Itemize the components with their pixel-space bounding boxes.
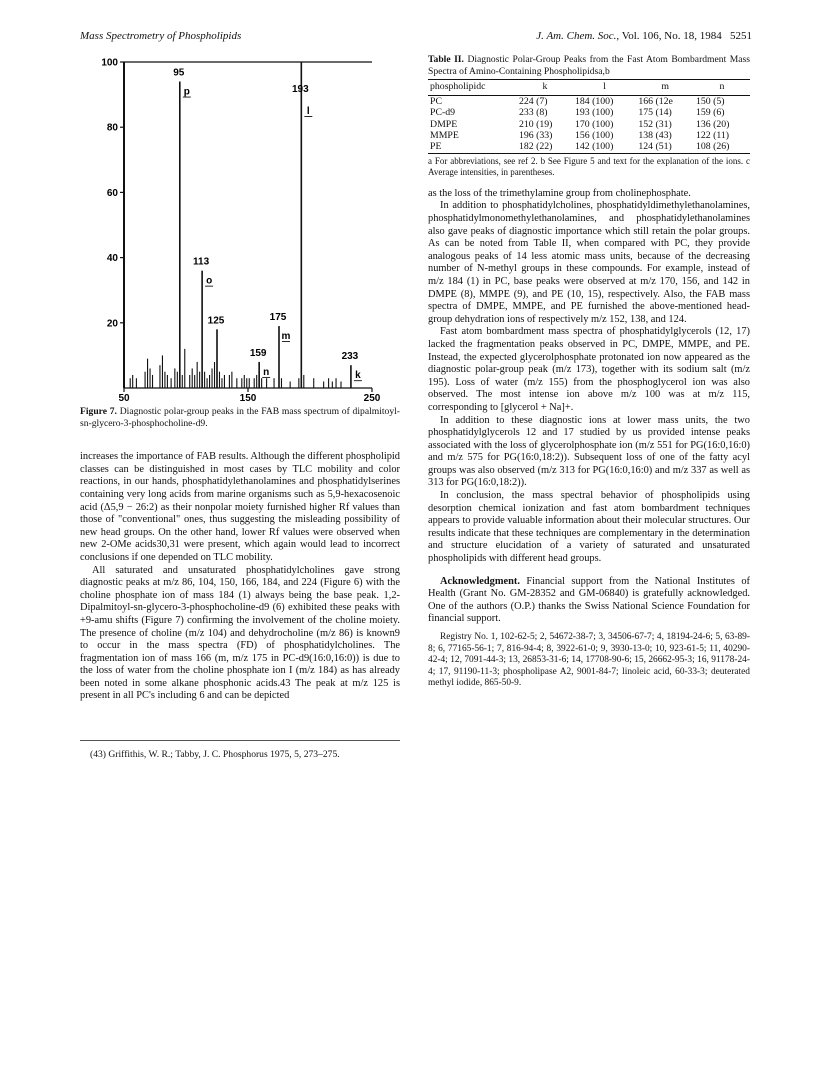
table-cell: 166 (12e: [638, 95, 673, 107]
peak-ion-label: m: [281, 331, 291, 343]
volume-issue: , Vol. 106, No. 18, 1984: [616, 30, 722, 42]
table-header-cell: k: [542, 81, 548, 93]
y-tick-label: 100: [101, 57, 118, 69]
table-cell: 152 (31): [638, 118, 672, 130]
table-row: [428, 130, 750, 141]
table-cell: 233 (8): [518, 107, 548, 119]
right-paragraph-4: In conclusion, the mass spectral behavior of phospholipids using desorption chemical ionization and fast atom bombardment techniques appears to provide valuable information about their molecular structures. Our results indicate that these techniques are complementary in the determination and structure elucidation of a variety of saturated and unsaturated phospholipids with different head groups.: [428, 490, 751, 565]
table-cell: 138 (43): [638, 130, 672, 141]
table-header-row: [428, 80, 750, 96]
table-cell: 124 (51): [638, 141, 672, 153]
peak-ion-label: o: [206, 275, 213, 287]
acknowledgment-label: Acknowledgment.: [440, 575, 520, 587]
table-row: [428, 119, 750, 130]
table-cell: 170 (100): [574, 118, 614, 130]
table-cell: 182 (22): [518, 141, 553, 153]
left-paragraph-1: increases the importance of FAB results. Although the different phospholipid classes can be distinguished in most cases by TLC mobility and color reactions, in our hands, phosphatidylethanolamines and phosphatidylserines containing very long acids from marine organisms such as 5,9-hexacosenoic acid (Δ5,9 − 26:2) as their nonpolar moiety furnished higher Rf values than those of "conventional" ones, thus suggesting the misleading possibility of new head groups. On the other hand, lower Rf values were observed when new 2-OMe acids30,31 were present, which again would lead to incorrect conclusions if one depended on TLC mobility.: [80, 451, 400, 563]
footnote-43: (43) Griffithis, W. R.; Tabby, J. C. Phosphorus 1975, 5, 273–275.: [80, 740, 400, 760]
peak-mz-label: 193: [291, 84, 309, 95]
x-tick-label: 250: [363, 393, 381, 402]
table-cell: 210 (19): [518, 118, 553, 130]
table-cell: 184 (100): [574, 95, 614, 107]
peak-ion-label: n: [263, 366, 270, 378]
running-head-left: Mass Spectrometry of Phospholipids: [80, 30, 242, 42]
table-cell: MMPE: [430, 130, 459, 141]
table-header-cell: n: [719, 81, 725, 93]
peak-ion-label: k: [355, 370, 361, 382]
table-header-cell: l: [603, 81, 606, 93]
table-cell: 108 (26): [695, 141, 730, 153]
table-cell: 136 (20): [695, 118, 730, 130]
table-cell: 122 (11): [695, 130, 730, 141]
figure-caption: [80, 406, 400, 429]
peak-mz-label: 113: [193, 256, 210, 268]
peak-mz-label: 95: [173, 67, 185, 79]
table-row: [428, 95, 750, 107]
table-header-cell: phospholipidc: [430, 81, 486, 93]
peak-mz-label: 159: [249, 347, 267, 359]
peak-ion-label: p: [183, 86, 190, 98]
table-row: [428, 107, 750, 118]
table-title-text: Diagnostic Polar-Group Peaks from the Fast Atom Bombardment Mass Spectra of Amino-Containing Phospholipidsa,b: [428, 54, 750, 77]
table-cell: 224 (7): [518, 95, 548, 107]
peak-mz-label: 125: [207, 315, 225, 327]
table-cell: 156 (100): [574, 130, 614, 141]
left-column: [80, 54, 400, 703]
table-cell: 150 (5): [695, 95, 725, 107]
right-paragraph-3: In addition to these diagnostic ions at lower mass units, the two phosphatidylglycerols 12 and 17 studied by us provided intense peaks associated with the loss of glycerolphosphate ion (m/z 551 for PG(16:0,16:0) and m/z 575 for PG(16:0,18:2)). Subsequent loss of one of the fatty acyl groups was also observed (m/z 313 for PG(16:0,16:0) and m/z 337 as well as 313 for PG(16:0,18:2)).: [428, 414, 750, 489]
registry-numbers: Registry No. 1, 102-62-5; 2, 54672-38-7; 3, 34506-67-7; 4, 18194-24-6; 5, 63-89-8; 6, 77165-56-1; 7, 816-94-4; 8, 3922-61-0; 9, 3930-13-0; 10, 923-61-5; 11, 40290-42-4; 12, 7091-44-3; 13, 26853-31-6; 14, 17708-90-6; 15, 26662-95-3; 16, 91178-24-4; 17, 91190-11-3; phospholipase A2, 9001-84-7; linoleic acid, 60-33-3; deuterated methyl iodide, 865-50-9.: [428, 632, 750, 689]
x-tick-label: 150: [239, 393, 257, 402]
table-title: [428, 54, 750, 77]
table-cell: 196 (33): [518, 130, 553, 141]
figure-caption-text: Diagnostic polar-group peaks in the FAB mass spectrum of dipalmitoyl-sn-glycero-3-phosphocholine-d9.: [80, 406, 400, 429]
running-head-right: [536, 30, 752, 42]
page-number: 5251: [730, 30, 752, 42]
table-cell: 142 (100): [574, 141, 614, 153]
figure-caption-label: Figure 7.: [80, 406, 117, 417]
table-footnotes: a For abbreviations, see ref 2. b See Figure 5 and text for the explanation of the ions. c Average intensities, in parentheses.: [428, 155, 750, 177]
table-cell: PE: [430, 141, 442, 153]
y-tick-label: 80: [106, 122, 118, 134]
table-title-label: Table II.: [428, 54, 464, 65]
table-cell: 159 (6): [695, 107, 725, 119]
x-tick-label: 50: [118, 393, 130, 402]
table-cell: DMPE: [430, 118, 458, 130]
right-column: [428, 54, 750, 690]
acknowledgment: [428, 576, 750, 626]
y-tick-label: 40: [106, 253, 118, 265]
table-cell: 193 (100): [574, 107, 614, 119]
peak-ion-label: l: [306, 106, 310, 117]
table-cell: 175 (14): [638, 107, 672, 119]
left-paragraph-2: All saturated and unsaturated phosphatidylcholines gave strong diagnostic peaks at m/z 86, 104, 150, 166, 184, and 224 (Figure 6) with the choline phosphate ion of mass 184 (1) always being the base peak. 1,2-Dipalmitoyl-sn-glycero-3-phosphocholine-d9 (6) exhibited these peaks with +9-amu shifts (Figure 7) confirming the involvement of the choline moiety. The presence of choline (m/z 104) and dehydrocholine (m/z 86) is known9 to occur in the mass spectra (FD) of phosphatidylcholines. The fragmentation ion of mass 166 (m, m/z 175 in PC-d9(16:0,16:0)) is due to the loss of water from the choline phosphate ion I (m/z 184) as has already been noted in some alkane phosphonic acids.43 The peak at m/z 125 is present in all PC's including 6 and can be depicted: [80, 564, 400, 702]
table-cell: PC: [430, 95, 442, 107]
peak-mz-label: 175: [269, 312, 287, 324]
right-paragraph-0: as the loss of the trimethylamine group from cholinephosphate.: [428, 187, 691, 199]
mass-spectrum-chart: [80, 54, 400, 402]
right-paragraph-1: In addition to phosphatidylcholines, phosphatidyldimethylethanolamines, phosphatidylmonomethylethanolamines, and phosphatidylethanolamines also gave peaks of diagnostic importance which still retain the polar groups. As can be noted from Table II, when compared with PC, they provide analogous peaks of 14 less atomic mass units, because of the decreasing number of N-methyl groups in these compounds. For example, instead of m/z 184 (1) in PC, base peaks were observed at m/z 170, 156, and 142 in DMPE (8), MMPE (9), and PE (10, 15), respectively. Also, the FAB mass spectra of DMPE, MMPE, and PE furnished the above-mentioned head-group dehydration ions of respectively m/z 152, 138, and 124.: [428, 200, 750, 325]
journal-name: J. Am. Chem. Soc.: [536, 30, 617, 42]
table-cell: PC-d9: [430, 107, 456, 119]
table-header-cell: m: [661, 81, 669, 93]
table-2: [428, 79, 750, 154]
acknowledgment-text: Financial support from the National Institutes of Health (Grant No. GM-28352 and GM-06840) is gratefully acknowledged. One of the authors (O.P.) thanks the Swiss National Science Foundation for financial support.: [428, 575, 750, 625]
y-tick-label: 60: [106, 187, 118, 199]
figure-7: [80, 54, 400, 402]
peak-mz-label: 233: [341, 351, 359, 363]
table-row: [428, 141, 750, 153]
y-tick-label: 20: [106, 318, 118, 330]
right-paragraph-2: Fast atom bombardment mass spectra of phosphatidylglycerols (12, 17) lacked the fragmentation peaks observed in PC, DMPE, MMPE, and PE. Instead, the expected glycerolphosphate protonated ion now appeared as the diagnostic polar-group peak (m/z 173), together with its sodium salt (m/z 195). Loss of water (m/z 155) from the phosphoglycerol ion was also observed. The most intense ion above m/z 100 was at m/z 115, corresponding to [glycerol + Na]+.: [428, 326, 750, 413]
